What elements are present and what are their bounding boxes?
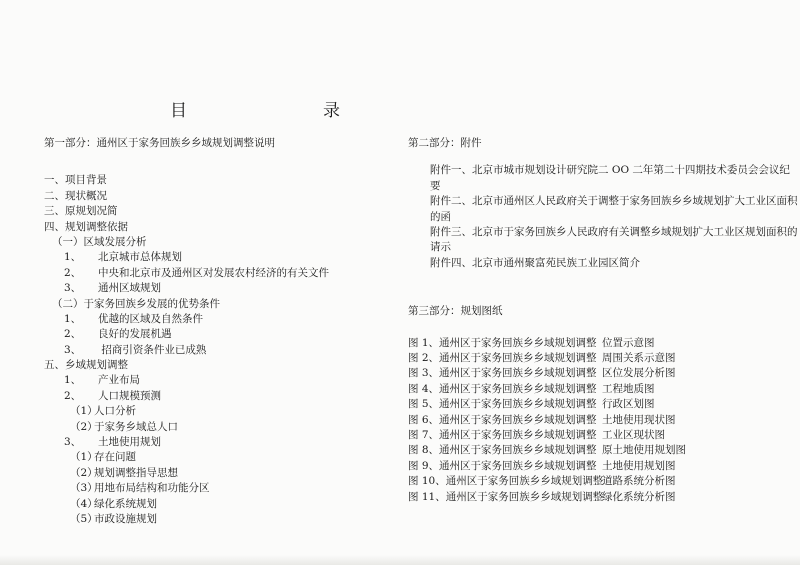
figure-label: 图 7、通州区于家务回族乡乡域规划调整 [408, 428, 597, 441]
toc-item-number: 3、 [64, 436, 82, 449]
toc-item-text: 规划调整指导思想 [94, 466, 178, 479]
toc-item [44, 404, 329, 419]
figure-name: 工业区现状图 [602, 428, 665, 441]
figure-label: 图 6、通州区于家务回族乡乡域规划调整 [408, 413, 597, 426]
toc-item-text: 中央和北京市及通州区对发展农村经济的有关文件 [98, 266, 329, 279]
appendix-column [408, 136, 800, 505]
toc-item-text: 招商引资条件业已成熟 [98, 343, 207, 356]
figure-item [408, 428, 800, 443]
toc-item-number: （3） [70, 482, 98, 495]
figure-label: 图 5、通州区于家务回族乡乡域规划调整 [408, 398, 597, 411]
toc-item [44, 250, 329, 265]
toc-item [44, 450, 329, 465]
toc-item [44, 466, 329, 481]
toc-item [44, 189, 329, 204]
figure-list [408, 336, 800, 505]
toc-item [44, 312, 329, 327]
figure-label: 图 3、通州区于家务回族乡乡域规划调整 [408, 367, 597, 380]
toc-item-text: 土地使用规划 [98, 436, 161, 449]
toc-item-number: （2） [70, 420, 98, 433]
toc-item [44, 373, 329, 388]
page-title [170, 96, 340, 121]
figure-label: 图 11、通州区于家务回族乡乡域规划调整 [408, 490, 604, 503]
toc-item-text: 通州区域规划 [98, 282, 161, 295]
part1-column [44, 136, 329, 527]
figure-name: 原土地使用规划图 [602, 444, 686, 457]
figure-label: 图 1、通州区于家务回族乡乡域规划调整 [408, 336, 597, 349]
scan-edge [0, 555, 800, 565]
toc-item-number: 1、 [64, 312, 82, 325]
toc-item [44, 389, 329, 404]
toc-item-text: 优越的区域及自然条件 [98, 312, 203, 325]
toc-item-text: 三、原规划况简 [44, 205, 118, 218]
part2-list [408, 163, 800, 271]
toc-item-number: （1） [70, 451, 98, 464]
part2-heading: 第二部分：附件 [408, 137, 482, 149]
figure-name: 位置示意图 [602, 336, 655, 349]
toc-item [44, 266, 329, 281]
toc-item-text: 绿化系统规划 [94, 497, 157, 510]
toc-item [44, 235, 329, 250]
toc-item-text: 市政设施规划 [94, 512, 157, 525]
toc-item-number: 2、 [64, 389, 82, 402]
toc-item-number: （5） [70, 512, 98, 525]
figure-item [408, 351, 800, 366]
toc-item-text: 一、项目背景 [44, 174, 107, 187]
figure-label: 图 4、通州区于家务回族乡乡域规划调整 [408, 382, 597, 395]
toc-item-number: 1、 [64, 374, 82, 387]
spacer [408, 151, 800, 163]
toc-item-number: 2、 [64, 266, 82, 279]
toc-item-number: （1） [70, 405, 98, 418]
spacer [408, 320, 800, 336]
toc-item [44, 481, 329, 496]
figure-name: 道路系统分析图 [602, 475, 676, 488]
figure-name: 工程地质图 [602, 382, 655, 395]
appendix-item: 附件一、北京市城市规划设计研究院二 OO 二年第二十四期技术委员会会议纪要 [430, 164, 790, 192]
toc-item-text: （一）区域发展分析 [52, 235, 147, 248]
toc-item [44, 173, 329, 188]
toc-item-text: 用地布局结构和功能分区 [94, 482, 210, 495]
toc-item-number: 3、 [64, 343, 82, 356]
figure-label: 图 9、通州区于家务回族乡乡域规划调整 [408, 459, 597, 472]
figure-item [408, 459, 800, 474]
appendix-item: 附件二、北京市通州区人民政府关于调整于家务回族乡乡域规划扩大工业区面积的函 [430, 195, 798, 223]
toc-item [44, 358, 329, 373]
toc-item-text: （二）于家务回族乡发展的优势条件 [52, 297, 220, 310]
figure-item [408, 443, 800, 458]
appendix-item: 附件三、北京市于家务回族乡人民政府有关调整乡域规划扩大工业区规划面积的请示 [430, 226, 798, 254]
toc-item-text: 四、规划调整依据 [44, 220, 128, 233]
figure-label: 图 8、通州区于家务回族乡乡域规划调整 [408, 444, 597, 457]
toc-item-number: 1、 [64, 251, 82, 264]
part1-list [44, 173, 329, 527]
figure-item [408, 490, 800, 505]
toc-item-text: 五、乡域规划调整 [44, 359, 128, 372]
figure-item [408, 474, 800, 489]
title-char-right: 录 [323, 101, 340, 121]
toc-item-number: 2、 [64, 328, 82, 341]
toc-item [44, 512, 329, 527]
figure-item [408, 397, 800, 412]
toc-item-text: 二、现状概况 [44, 189, 107, 202]
figure-item [408, 413, 800, 428]
part1-heading: 第一部分：通州区于家务回族乡乡域规划调整说明 [44, 137, 275, 149]
toc-item [44, 327, 329, 342]
toc-item-text: 于家务乡域总人口 [94, 420, 178, 433]
toc-item [44, 281, 329, 296]
figure-name: 土地使用现状图 [602, 413, 676, 426]
toc-item [44, 343, 329, 358]
figure-name: 绿化系统分析图 [602, 490, 676, 503]
toc-item [44, 497, 329, 512]
toc-item-text: 人口分析 [94, 405, 136, 418]
figure-item [408, 336, 800, 351]
toc-item [44, 204, 329, 219]
toc-item-text: 产业布局 [98, 374, 140, 387]
spacer [408, 271, 800, 304]
figure-label: 图 10、通州区于家务回族乡乡域规划调整 [408, 475, 604, 488]
toc-item-text: 存在问题 [94, 451, 136, 464]
toc-item [44, 420, 329, 435]
toc-item-number: （2） [70, 466, 98, 479]
spacer [44, 151, 329, 173]
toc-item-number: （4） [70, 497, 98, 510]
toc-item-number: 3、 [64, 282, 82, 295]
figure-name: 行政区划图 [602, 398, 655, 411]
toc-item [44, 220, 329, 235]
title-char-left: 目 [170, 101, 187, 121]
figure-label: 图 2、通州区于家务回族乡乡域规划调整 [408, 352, 597, 365]
toc-item [44, 297, 329, 312]
toc-item-text: 良好的发展机遇 [98, 328, 172, 341]
figure-name: 区位发展分析图 [602, 367, 676, 380]
figure-item [408, 382, 800, 397]
toc-item-text: 人口规模预测 [98, 389, 161, 402]
figure-item [408, 366, 800, 381]
figure-name: 周围关系示意图 [602, 352, 676, 365]
toc-item-text: 北京城市总体规划 [98, 251, 182, 264]
toc-item [44, 435, 329, 450]
appendix-item: 附件四、北京市通州聚富苑民族工业园区简介 [430, 256, 640, 269]
figure-name: 土地使用规划图 [602, 459, 676, 472]
part3-heading: 第三部分：规划图纸 [408, 305, 503, 318]
